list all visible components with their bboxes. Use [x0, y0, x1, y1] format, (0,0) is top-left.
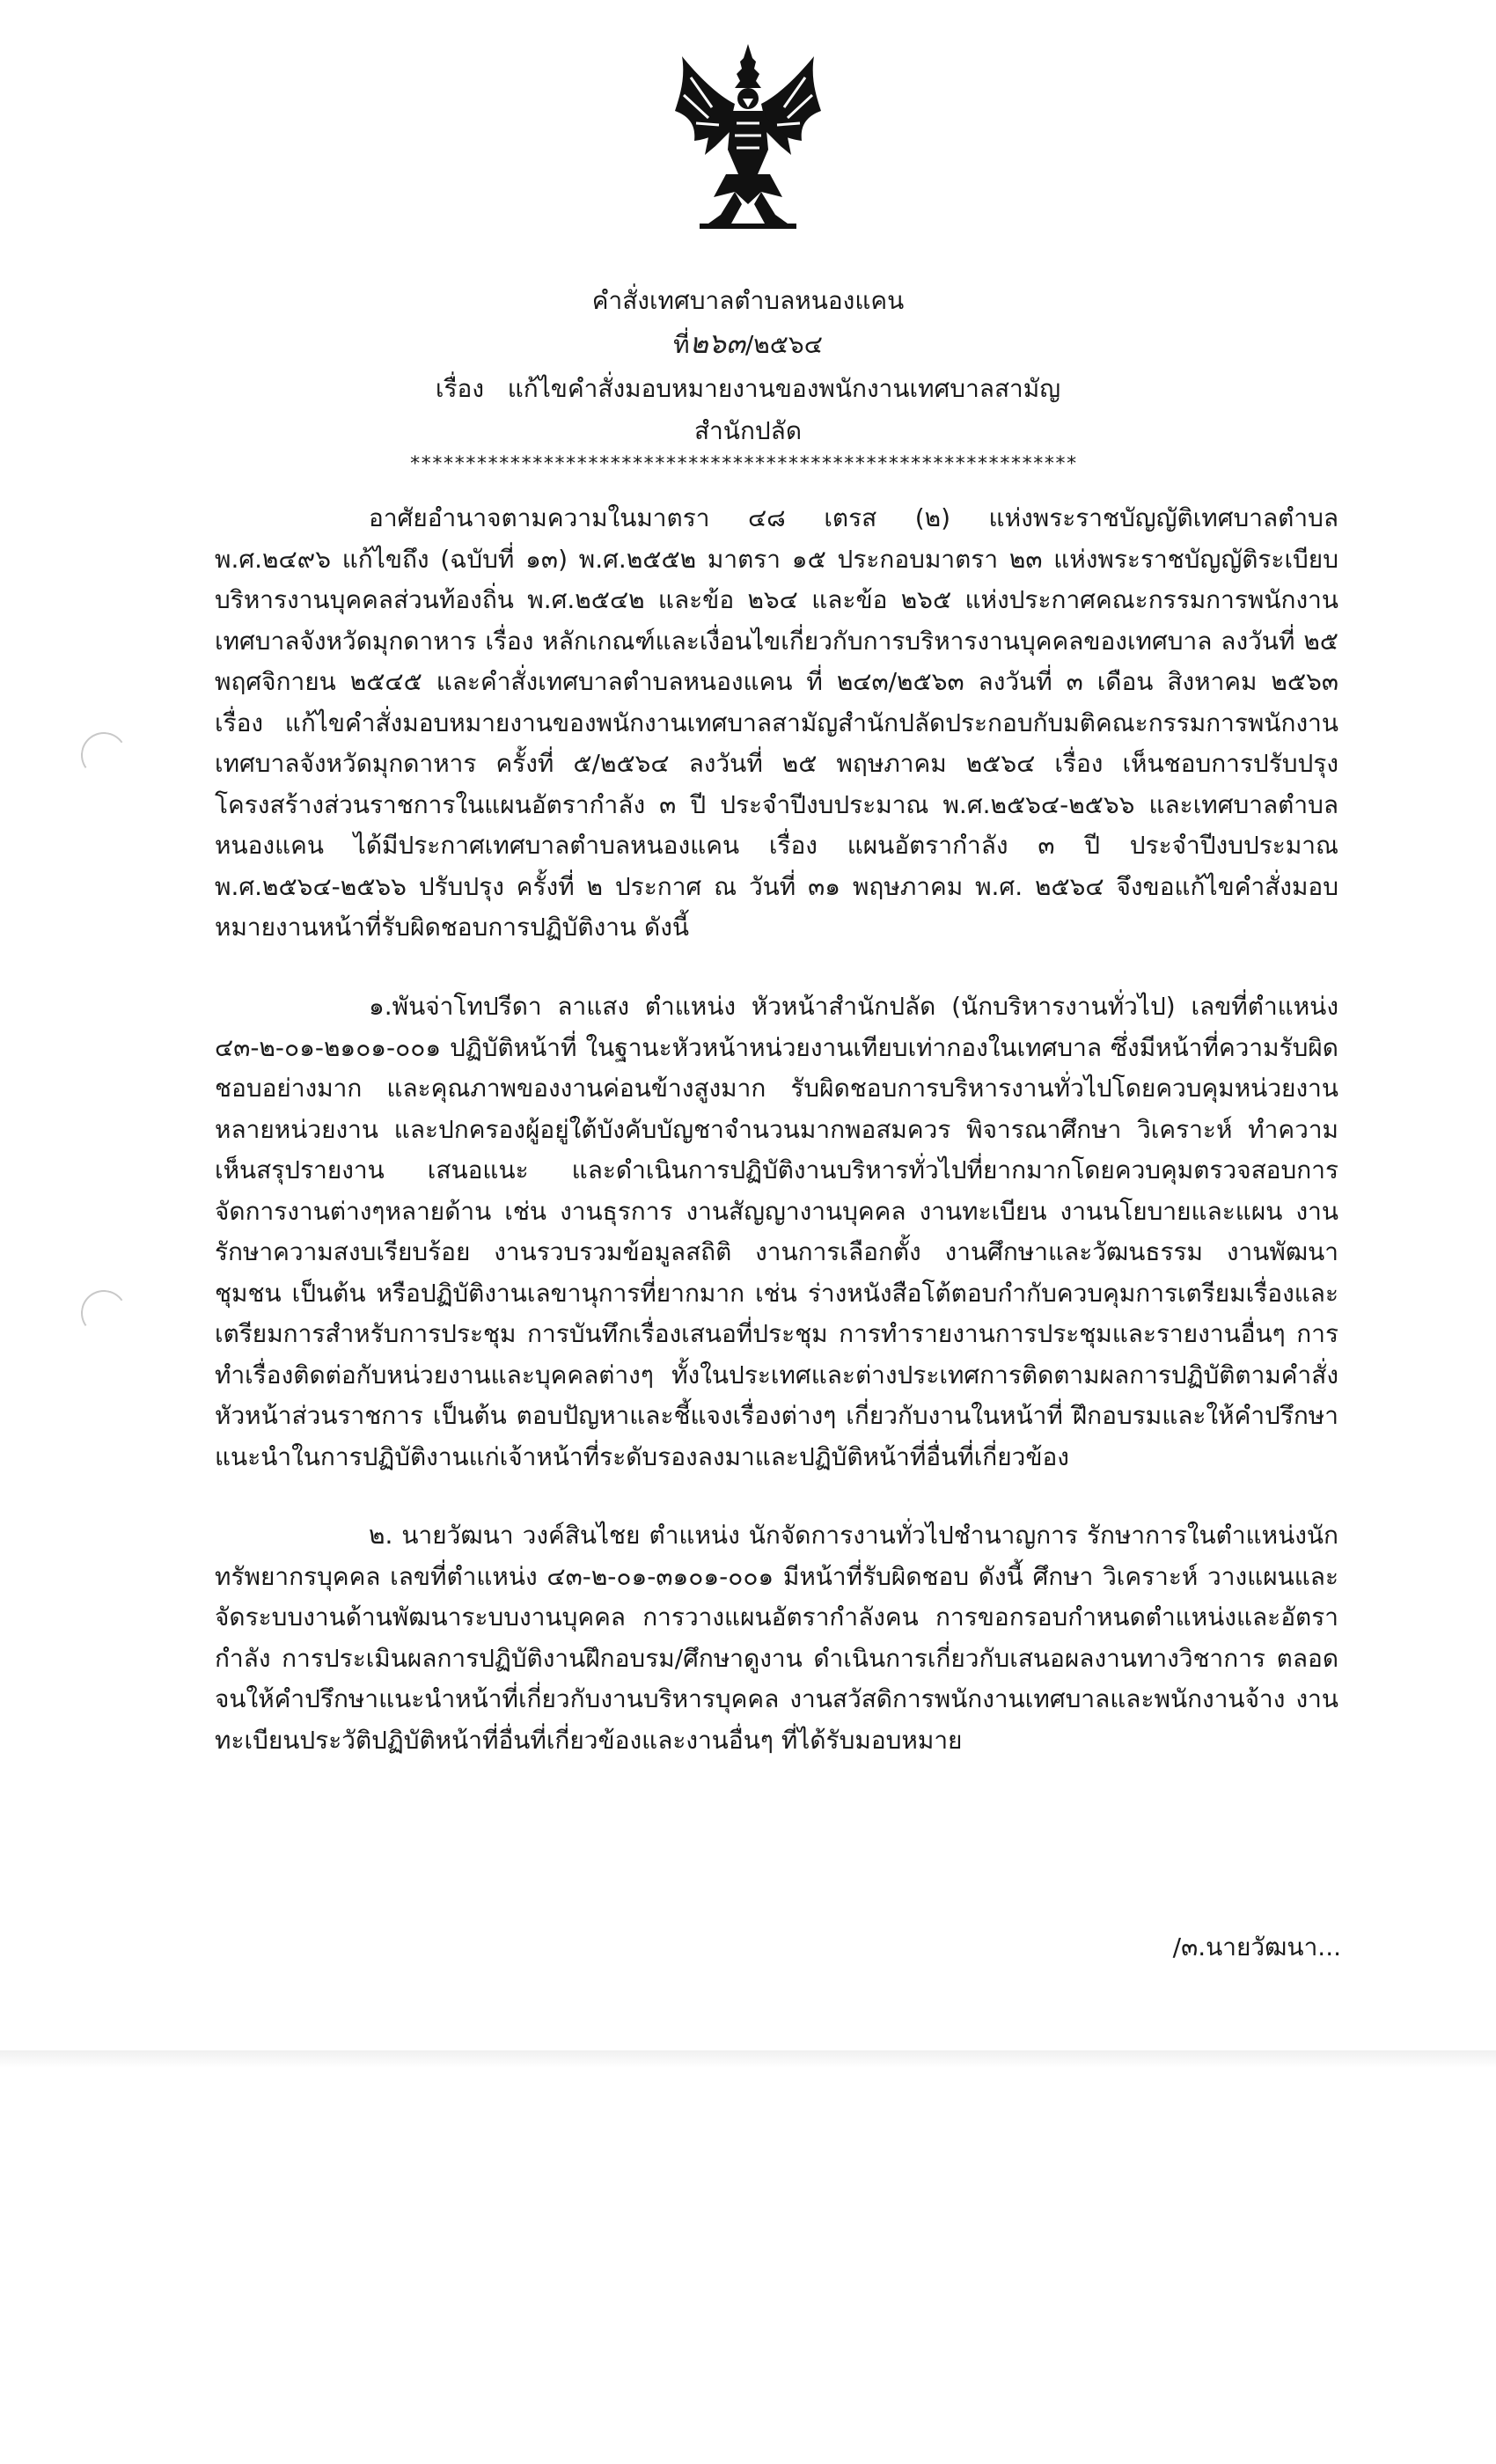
scan-edge: [0, 2050, 1496, 2068]
assignment-paragraph-2: ๒. นายวัฒนา วงค์สินไชย ตำแหน่ง นักจัดการงานทั่วไปชำนาญการ รักษาการในตำแหน่งนักทรัพยากรบุคคล เลขที่ตำแหน่ง ๔๓-๒-๐๑-๓๑๐๑-๐๐๑ มีหน้าที่รับผิดชอบ ดังนี้ ศึกษา วิเคราะห์ วางแผนและจัดระบบงานด้านพัฒนาระบบงานบุคคล การวางแผนอัตรากำลังคน การขอกรอบกำหนดตำแหน่งและอัตรากำลัง การประเมินผลการปฏิบัติงานฝึกอบรม/ศึกษาดูงาน ดำเนินการเกี่ยวกับเสนอผลงานทางวิชาการ ตลอดจนให้คำปรึกษาแนะนำหน้าที่เกี่ยวกับงานบริหารบุคคล งานสวัสดิการพนักงานเทศบาลและพนักงานจ้าง งานทะเบียนประวัติปฏิบัติหน้าที่อื่นที่เกี่ยวข้องและงานอื่นๆ ที่ได้รับมอบหมาย: [215, 1521, 1338, 1755]
assignment-paragraph-1: ๑.พันจ่าโทปรีดา ลาแสง ตำแหน่ง หัวหน้าสำนักปลัด (นักบริหารงานทั่วไป) เลขที่ตำแหน่ง ๔๓-๒-๐๑-๒๑๐๑-๐๐๑ ปฏิบัติหน้าที่ ในฐานะหัวหน้าหน่วยงานเทียบเท่ากองในเทศบาล ซึ่งมีหน้าที่ความรับผิดชอบอย่างมาก และคุณภาพของงานค่อนข้างสูงมาก รับผิดชอบการบริหารงานทั่วไปโดยควบคุมหน่วยงานหลายหน่วยงาน และปกครองผู้อยู่ใต้บังคับบัญชาจำนวนมากพอสมควร พิจารณาศึกษา วิเคราะห์ ทำความเห็นสรุปรายงาน เสนอแนะ และดำเนินการปฏิบัติงานบริหารทั่วไปที่ยากมากโดยควบคุมตรวจสอบการจัดการงานต่างๆหลายด้าน เช่น งานธุรการ งานสัญญางานบุคคล งานทะเบียน งานนโยบายและแผน งานรักษาความสงบเรียบร้อย งานรวบรวมข้อมูลสถิติ งานการเลือกตั้ง งานศึกษาและวัฒนธรรม งานพัฒนาชุมชน เป็นต้น หรือปฏิบัติงานเลขานุการที่ยากมาก เช่น ร่างหนังสือโต้ตอบกำกับควบคุมการเตรียมเรื่องและเตรียมการสำหรับการประชุม การบันทึกเรื่องเสนอที่ประชุม การทำรายงานการประชุมและรายงานอื่นๆ การทำเรื่องติดต่อกับหน่วยงานและบุคคลต่างๆ ทั้งในประเทศและต่างประเทศการติดตามผลการปฏิบัติตามคำสั่งหัวหน้าส่วนราชการ เป็นต้น ตอบปัญหาและชี้แจงเรื่องต่างๆ เกี่ยวกับงานในหน้าที่ ฝึกอบรมและให้คำปรึกษาแนะนำในการปฏิบัติงานแก่เจ้าหน้าที่ระดับรองลงมาและปฏิบัติหน้าที่อื่นที่เกี่ยวข้อง: [215, 992, 1338, 1471]
punch-hole-mark: [77, 1287, 130, 1339]
order-title: คำสั่งเทศบาลตำบลหนองแคน: [591, 286, 905, 315]
order-number-prefix: ที่: [673, 330, 690, 359]
order-number-suffix: /๒๕๖๔: [744, 330, 823, 359]
subject-text: แก้ไขคำสั่งมอบหมายงานของพนักงานเทศบาลสามัญ: [507, 374, 1061, 403]
order-subject: [0, 371, 1496, 407]
department-name: สำนักปลัด: [693, 416, 803, 445]
subject-label: เรื่อง: [435, 374, 485, 403]
continuation-marker: /๓.นายวัฒนา...: [1172, 1932, 1341, 1962]
separator-line: ************************************************************: [409, 453, 1077, 475]
punch-hole-mark: [77, 729, 130, 781]
order-number-handwritten: ๒๖๓: [689, 326, 745, 360]
order-number: [0, 326, 1496, 363]
preamble-paragraph: อาศัยอำนาจตามความในมาตรา ๔๘ เตรส (๒) แห่งพระราชบัญญัติเทศบาลตำบล พ.ศ.๒๔๙๖ แก้ไขถึง (ฉบับที่ ๑๓) พ.ศ.๒๕๕๒ มาตรา ๑๕ ประกอบมาตรา ๒๓ แห่งพระราชบัญญัติระเบียบบริหารงานบุคคลส่วนท้องถิ่น พ.ศ.๒๕๔๒ และข้อ ๒๖๔ และข้อ ๒๖๕ แห่งประกาศคณะกรรมการพนักงานเทศบาลจังหวัดมุกดาหาร เรื่อง หลักเกณฑ์และเงื่อนไขเกี่ยวกับการบริหารงานบุคคลของเทศบาล ลงวันที่ ๒๕ พฤศจิกายน ๒๕๔๕ และคำสั่งเทศบาลตำบลหนองแคน ที่ ๒๔๓/๒๕๖๓ ลงวันที่ ๓ เดือน สิงหาคม ๒๕๖๓ เรื่อง แก้ไขคำสั่งมอบหมายงานของพนักงานเทศบาลสามัญสำนักปลัดประกอบกับมติคณะกรรมการพนักงานเทศบาลจังหวัดมุกดาหาร ครั้งที่ ๕/๒๕๖๔ ลงวันที่ ๒๕ พฤษภาคม ๒๕๖๔ เรื่อง เห็นชอบการปรับปรุงโครงสร้างส่วนราชการในแผนอัตรากำลัง ๓ ปี ประจำปีงบประมาณ พ.ศ.๒๕๖๔-๒๕๖๖ และเทศบาลตำบลหนองแคน ได้มีประกาศเทศบาลตำบลหนองแคน เรื่อง แผนอัตรากำลัง ๓ ปี ประจำปีงบประมาณ พ.ศ.๒๕๖๔-๒๕๖๖ ปรับปรุง ครั้งที่ ๒ ประกาศ ณ วันที่ ๓๑ พฤษภาคม พ.ศ. ๒๕๖๔ จึงขอแก้ไขคำสั่งมอบหมายงานหน้าที่รับผิดชอบการปฏิบัติงาน ดังนี้: [215, 503, 1338, 942]
garuda-emblem-icon: [673, 42, 823, 231]
